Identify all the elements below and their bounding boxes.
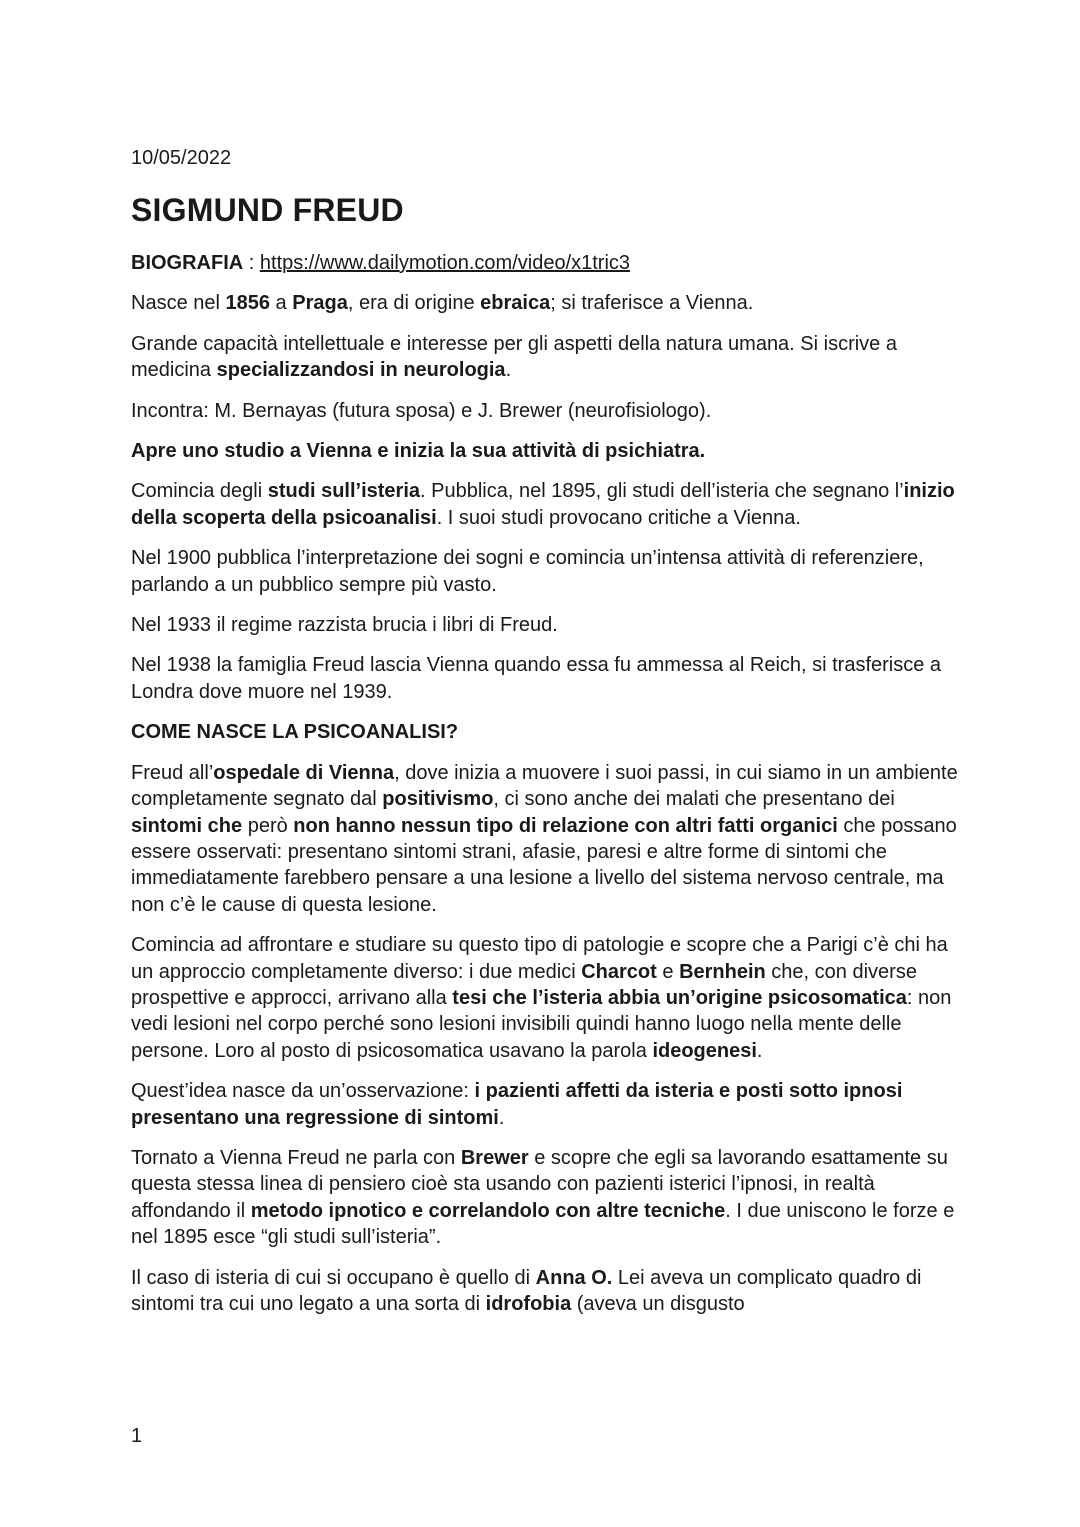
bio-paragraph-4 (131, 438, 961, 464)
biography-line (131, 250, 961, 276)
text-run: Quest’idea nasce da un’osservazione: (131, 1080, 475, 1103)
text-run: . (498, 1106, 505, 1129)
bold-run: sintomi che (131, 814, 243, 837)
text-run: . I suoi studi provocano critiche a Vienna. (436, 506, 801, 529)
bold-run: non hanno nessun tipo di relazione con altri fatti organici (293, 814, 838, 837)
bold-run: Praga (292, 292, 348, 315)
bold-run: 1856 (225, 292, 270, 315)
document-date: 10/05/2022 (131, 147, 232, 169)
text-run: e (656, 960, 680, 983)
bold-run: Anna O. (535, 1266, 613, 1289)
bold-run: specializzandosi in neurologia (216, 359, 506, 382)
text-run: : non vedi lesioni nel corpo perché sono lesioni invisibili quindi hanno luogo nella mente delle persone. Loro al posto di psicosomatica usavano la parola (131, 986, 952, 1062)
section-heading: COME NASCE LA PSICOANALISI? (131, 721, 459, 744)
bold-run: ebraica (480, 292, 551, 315)
page-number: 1 (131, 1425, 143, 1447)
text-run: Freud all’ (131, 761, 214, 784)
biography-separator: : (243, 252, 260, 274)
bold-run: Apre uno studio a Vienna e inizia la sua attività di psichiatra. (131, 440, 706, 463)
psychoanalysis-paragraph-2 (131, 932, 961, 1064)
bold-run: studi sull’isteria (267, 480, 420, 503)
bio-paragraph-6: Nel 1900 pubblica l’interpretazione dei sogni e comincia un’intensa attività di referenziere, parlando a un pubblico sempre più vasto. (131, 547, 924, 596)
text-run: . I due uniscono le forze e nel 1895 esce “gli studi sull’isteria”. (131, 1199, 955, 1249)
bio-paragraph-8: Nel 1938 la famiglia Freud lascia Vienna quando essa fu ammessa al Reich, si trasferisce a Londra dove muore nel 1939. (131, 654, 942, 703)
bio-paragraph-2 (131, 331, 961, 384)
document-body (131, 250, 961, 1331)
text-run: Tornato a Vienna Freud ne parla con (131, 1146, 461, 1169)
psychoanalysis-paragraph-5 (131, 1265, 961, 1318)
bold-run: inizio della scoperta della psicoanalisi (131, 480, 955, 529)
text-run: Nasce nel (131, 292, 226, 315)
text-run: , era di origine (347, 292, 481, 315)
bio-paragraph-7: Nel 1933 il regime razzista brucia i libri di Freud. (131, 614, 558, 637)
biography-label: BIOGRAFIA (131, 252, 244, 274)
text-run: . (756, 1039, 763, 1062)
psychoanalysis-paragraph-1 (131, 760, 961, 918)
bio-paragraph-5 (131, 478, 961, 531)
bold-run: Charcot (581, 960, 657, 983)
text-run: a (270, 292, 293, 315)
bold-run: positivismo (382, 788, 494, 811)
bold-run: ospedale di Vienna (213, 761, 395, 784)
text-run: e scopre che egli sa lavorando esattamente su questa stessa linea di pensiero cioè sta usando con pazienti isterici l’ipnosi, in realtà affondando il (131, 1146, 948, 1222)
text-run: . Pubblica, nel 1895, gli studi dell’isteria che segnano l’ (420, 480, 904, 503)
text-run: (aveva un disgusto (571, 1293, 745, 1315)
text-run: che, con diverse prospettive e approcci, arrivano alla (131, 960, 917, 1009)
text-run: però (242, 814, 294, 837)
biography-video-link[interactable]: https://www.dailymotion.com/video/x1tric3 (259, 252, 631, 274)
bold-run: idrofobia (485, 1293, 572, 1315)
bold-run: Brewer (460, 1146, 529, 1169)
text-run: Il caso di isteria di cui si occupano è quello di (131, 1266, 536, 1289)
text-run: Comincia ad affrontare e studiare su questo tipo di patologie e scopre che a Parigi c’è chi ha un approccio completamente diverso: i due medici (131, 934, 948, 983)
bio-paragraph-1 (131, 290, 961, 316)
bold-run: tesi che l’isteria abbia un’origine psicosomatica (452, 986, 907, 1009)
bold-run: metodo ipnotico e correlandolo con altre tecniche (250, 1199, 726, 1222)
text-run: ; si traferisce a Vienna. (550, 292, 754, 315)
bold-run: Bernhein (679, 960, 766, 983)
bio-paragraph-3: Incontra: M. Bernayas (futura sposa) e J. Brewer (neurofisiologo). (131, 399, 712, 422)
psychoanalysis-paragraph-4 (131, 1145, 961, 1251)
bold-run: ideogenesi (652, 1039, 757, 1062)
bold-run: i pazienti affetti da isteria e posti sotto ipnosi presentano una regressione di sintomi (131, 1080, 903, 1129)
text-run: Lei aveva un complicato quadro di sintomi tra cui uno legato a una sorta di (131, 1266, 922, 1315)
text-run: . (505, 359, 512, 382)
text-run: , ci sono anche dei malati che presentano dei (493, 788, 895, 811)
text-run: Grande capacità intellettuale e interesse per gli aspetti della natura umana. Si iscrive a medicina (131, 332, 897, 382)
psychoanalysis-paragraph-3 (131, 1078, 961, 1131)
document-title: SIGMUND FREUD (131, 192, 404, 228)
text-run: Comincia degli (131, 480, 268, 503)
text-run: , dove inizia a muovere i suoi passi, in cui siamo in un ambiente completamente segnato dal (131, 761, 958, 811)
text-run: che possano essere osservati: presentano sintomi strani, afasie, paresi e altre forme di sintomi che immediatamente farebbero pensare a una lesione a livello del sistema nervoso centrale, ma non c’è le cause di questa lesione. (131, 814, 957, 916)
